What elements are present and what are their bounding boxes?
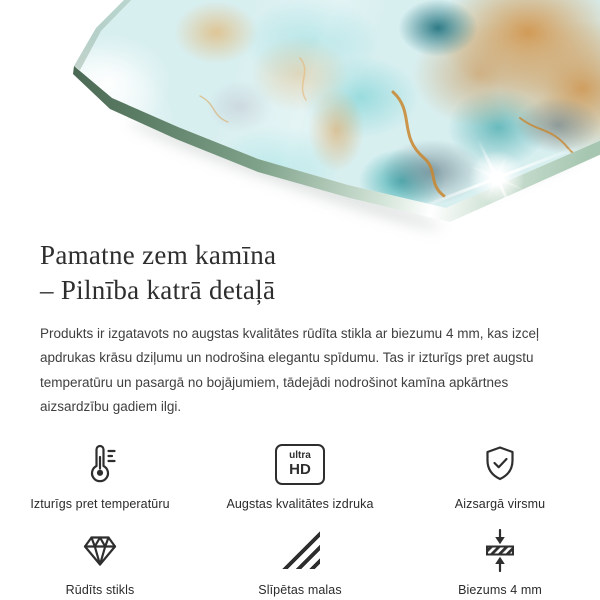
product-description-text: Produkts ir izgatavots no augstas kvalitātes rūdīta stikla ar biezumu 4 mm, kas izceļ apdrukas krāsu dziļumu un nodrošina elegantu spīdumu. Tas ir izturīgs pret augstu temperatūru un pasargā no bojājumiem, tādejādi nodrošinot kamīna apkārtnes aizsardzību gadiem ilgi.: [40, 326, 539, 414]
page-title: [40, 238, 560, 307]
page-title-line1: Pamatne zem kamīna: [40, 240, 277, 270]
polished-edges-icon: [280, 526, 320, 574]
feature-label: Slīpētas malas: [258, 583, 342, 598]
compressed-thickness-icon: [478, 526, 522, 574]
feature-thickness: [400, 526, 600, 597]
ultra-hd-top-text: ultra: [289, 450, 311, 462]
feature-temperature-resistant: [0, 440, 200, 511]
feature-tempered-glass: [0, 526, 200, 597]
feature-label: Rūdīts stikls: [65, 583, 135, 598]
ultra-hd-bottom-text: HD: [289, 461, 311, 479]
feature-label: Aizsargā virsmu: [454, 497, 546, 512]
feature-print-quality: [200, 440, 400, 511]
feature-label: Izturīgs pret temperatūru: [30, 497, 170, 512]
description-section: [0, 232, 600, 597]
feature-surface-protection: [400, 440, 600, 511]
feature-label: Biezums 4 mm: [458, 583, 542, 598]
feature-polished-edges: [200, 526, 400, 597]
ultra-hd-badge-icon: [275, 440, 325, 488]
page-title-line2: – Pilnība katrā detaļā: [40, 274, 276, 305]
product-photo: [0, 0, 600, 232]
diamond-icon: [78, 526, 122, 574]
shield-check-icon: [478, 440, 522, 488]
feature-label: Augstas kvalitātes izdruka: [226, 497, 374, 512]
thermometer-icon: [78, 440, 122, 488]
feature-grid: [0, 440, 600, 597]
